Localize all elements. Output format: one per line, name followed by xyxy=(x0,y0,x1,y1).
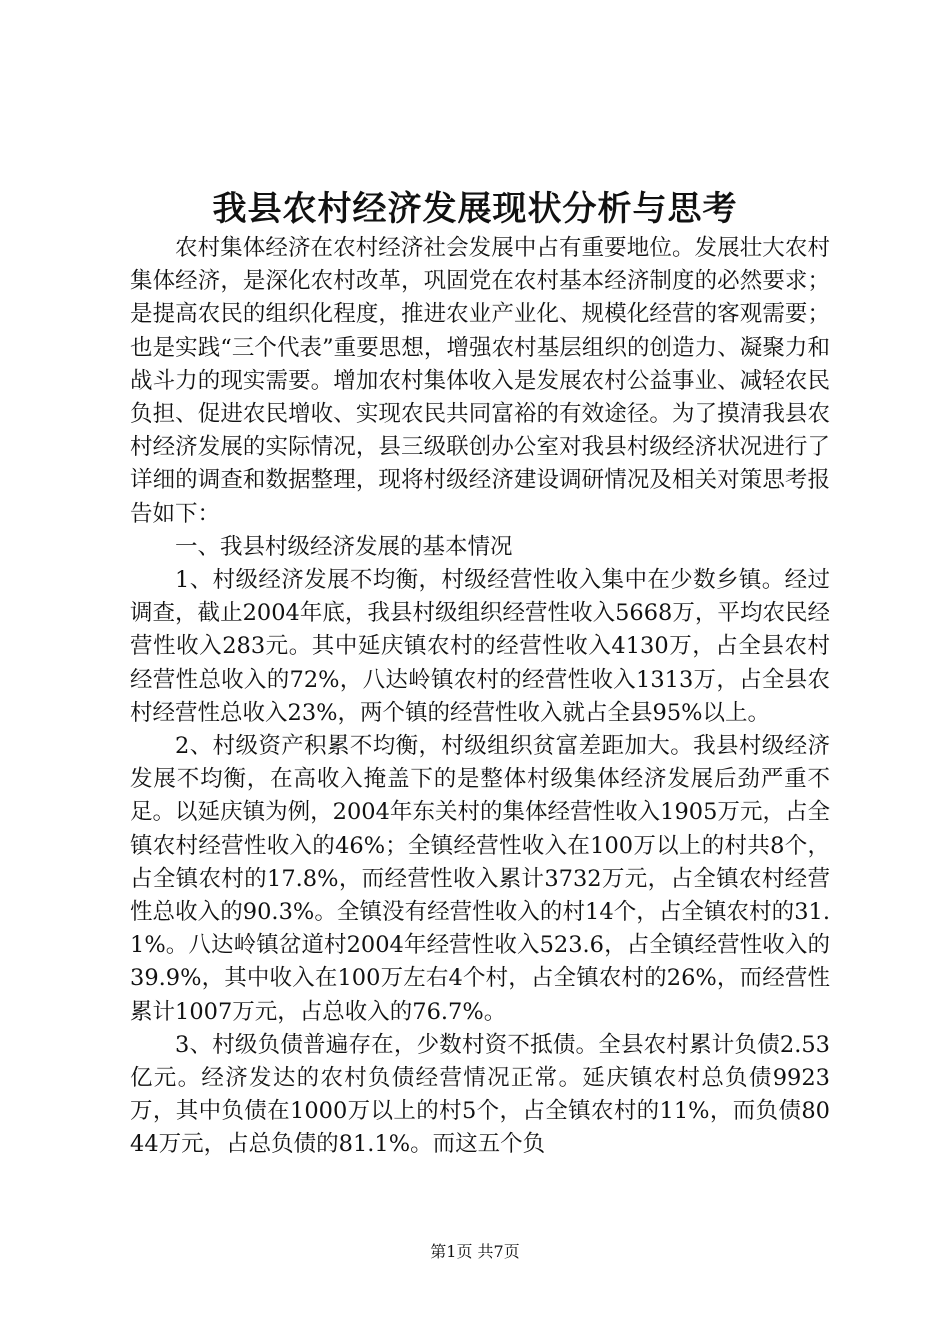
page-footer: 第1页 共7页 xyxy=(430,1242,520,1261)
point-1-paragraph: 1、村级经济发展不均衡，村级经营性收入集中在少数乡镇。经过调查，截止2004年底，我县村级组织经营性收入5668万，平均农民经营性收入283元。其中延庆镇农村的经营性收入4130万，占全县农村经营性总收入的72%，八达岭镇农村的经营性收入1313万，占全县农村经营性总收入23%，两个镇的经营性收入就占全县95%以上。 xyxy=(130,567,830,726)
point-3-paragraph: 3、村级负债普遍存在，少数村资不抵债。全县农村累计负债2.53亿元。经济发达的农村负债经营情况正常。延庆镇农村总负债9923万，其中负债在1000万以上的村5个，占全镇农村的11%，而负债8044万元，占总负债的81.1%。而这五个负 xyxy=(130,1031,830,1158)
document-title: 我县农村经济发展现状分析与思考 xyxy=(212,189,738,229)
point-2-paragraph: 2、村级资产积累不均衡，村级组织贫富差距加大。我县村级经济发展不均衡，在高收入掩盖下的是整体村级集体经济发展后劲严重不足。以延庆镇为例，2004年东关村的集体经营性收入1905万元，占全镇农村经营性收入的46%；全镇经营性收入在100万以上的村共8个，占全镇农村的17.8%，而经营性收入累计3732万元，占全镇农村经营性总收入的90.3%。全镇没有经营性收入的村14个，占全镇农村的31.1%。八达岭镇岔道村2004年经营性收入523.6，占全镇经营性收入的39.9%，其中收入在100万左右4个村，占全镇农村的26%，而经营性累计1007万元，占总收入的76.7%。 xyxy=(130,733,830,1025)
section-heading: 一、我县村级经济发展的基本情况 xyxy=(175,533,513,560)
document-body xyxy=(130,232,830,1162)
intro-paragraph: 农村集体经济在农村经济社会发展中占有重要地位。发展壮大农村集体经济，是深化农村改革，巩固党在农村基本经济制度的必然要求；是提高农民的组织化程度，推进农业产业化、规模化经营的客观需要；也是实践“三个代表”重要思想，增强农村基层组织的创造力、凝聚力和战斗力的现实需要。增加农村集体收入是发展农村公益事业、减轻农民负担、促进农民增收、实现农民共同富裕的有效途径。为了摸清我县农村经济发展的实际情况，县三级联创办公室对我县村级经济状况进行了详细的调查和数据整理，现将村级经济建设调研情况及相关对策思考报告如下： xyxy=(130,235,830,527)
